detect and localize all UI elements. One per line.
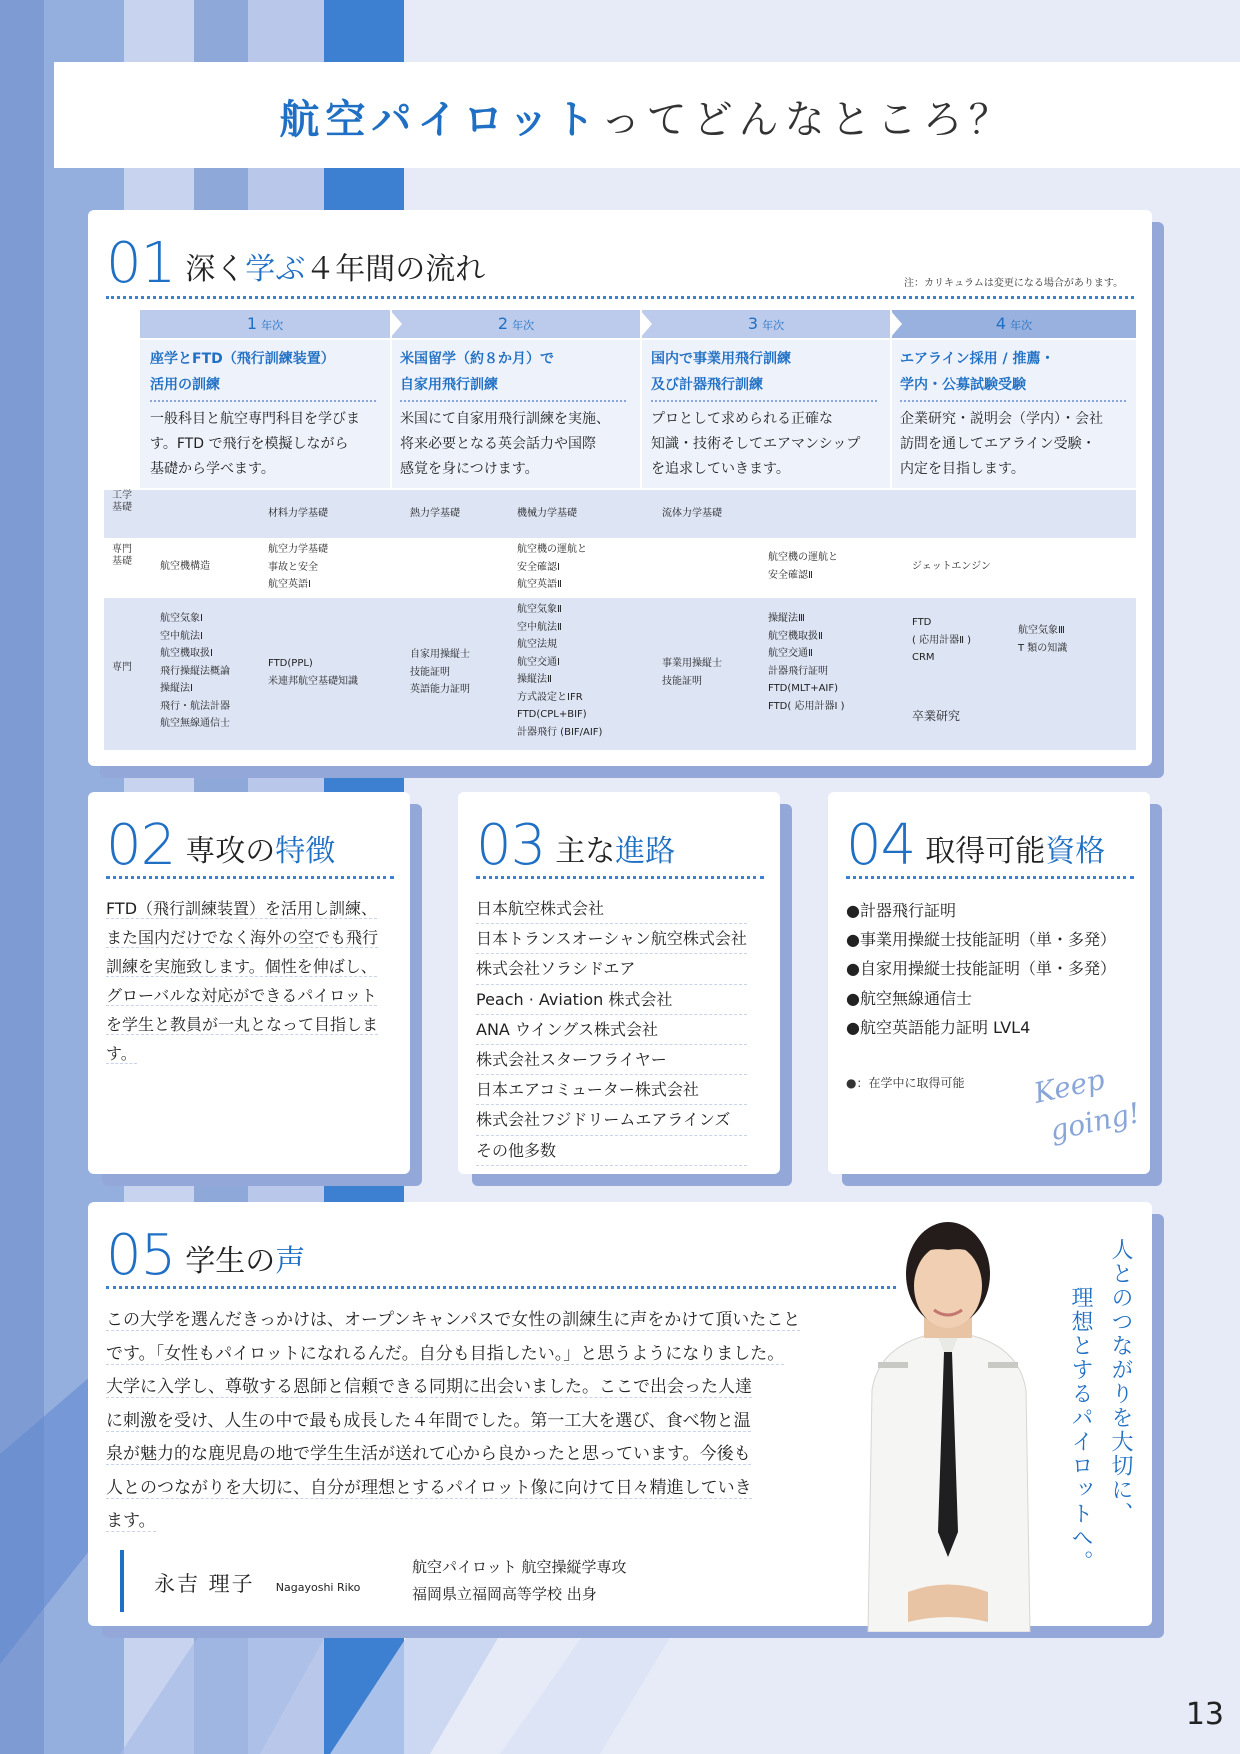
title-highlight: 学ぶ (245, 252, 306, 287)
dotted-divider (106, 1286, 896, 1289)
course-cell: 自家用操縦士 技能証明 英語能力証明 (410, 649, 470, 695)
title-accent: 航空パイロット (279, 97, 601, 143)
list-item: その他多数 (476, 1136, 747, 1166)
section-number: 04 (846, 813, 916, 878)
section-title: 取得可能資格 (925, 834, 1106, 869)
student-affiliation: 航空パイロット 航空操縦学専攻 福岡県立福岡高等学校 出身 (412, 1558, 627, 1603)
section-number: 01 (106, 231, 176, 296)
year-bar-2: 2 年次 (392, 310, 640, 338)
course-cell: 操縦法Ⅲ 航空機取扱Ⅱ 航空交通Ⅱ 計器飛行証明 FTD(MLT+AIF) FTD( 応用計器Ⅰ ) (768, 613, 845, 712)
list-item: 日本航空株式会社 (476, 894, 747, 924)
list-item: 株式会社フジドリームエアラインズ (476, 1105, 747, 1135)
title-part: ４年間の流れ (305, 252, 486, 287)
year-arrow (640, 310, 652, 338)
section-number: 03 (476, 813, 546, 878)
section-03-heading (476, 813, 676, 878)
list-item: ANA ウイングス株式会社 (476, 1015, 747, 1045)
list-item: ●航空英語能力証明 LVL4 (846, 1017, 1031, 1037)
course-cell: 機械力学基礎 (517, 508, 577, 519)
list-item: Peach · Aviation 株式会社 (476, 985, 747, 1015)
course-cell: 航空気象Ⅲ T 類の知識 (1018, 625, 1068, 654)
year-4-heading: エアライン採用 / 推薦・ 学内・公募試験受験 (900, 351, 1055, 393)
vertical-quote: 人とのつながりを大切に、 理想とするパイロットへ。 (1068, 1238, 1133, 1574)
page-title (54, 88, 1240, 145)
column-divider (651, 400, 877, 402)
title-rest: ってどんなところ？ (600, 97, 1015, 143)
year-2-heading: 米国留学（約８か月）で 自家用飛行訓練 (400, 351, 554, 393)
name-accent-bar (120, 1550, 124, 1612)
section-number: 05 (106, 1223, 176, 1288)
curriculum-note: 注：カリキュラムは変更になる場合があります。 (904, 278, 1124, 289)
course-cell: 航空気象Ⅱ 空中航法Ⅱ 航空法規 航空交通Ⅰ 操縦法Ⅱ 方式設定とIFR FTD(CPL+BIF) 計器飛行 (BIF/AIF) (517, 604, 603, 738)
course-cell: 事業用操縦士 技能証明 (662, 658, 722, 687)
course-cell: FTD ( 応用計器Ⅱ ) CRM (912, 617, 972, 663)
year-arrow (890, 310, 902, 338)
section-title (185, 244, 485, 288)
list-item: ●計器飛行証明 (846, 901, 956, 920)
course-cell: 航空機構造 (160, 561, 210, 572)
year-bar-4: 4 年次 (892, 310, 1136, 338)
page-header (54, 62, 1240, 168)
section-02-heading (106, 813, 336, 878)
course-cell: ジェットエンジン (912, 561, 991, 572)
list-item: 日本エアコミューター株式会社 (476, 1075, 747, 1105)
course-cell: 航空力学基礎 事故と安全 航空英語Ⅰ (268, 544, 328, 590)
list-item: ●事業用操縦士技能証明（単・多発） (846, 930, 1116, 950)
row-label: 専門基礎 (112, 544, 132, 567)
year-4-body: 企業研究・説明会（学内）・会社 訪問を通してエアライン受験・ 内定を目指します。 (900, 411, 1103, 477)
year-3-heading: 国内で事業用飛行訓練 及び計器飛行訓練 (651, 351, 791, 393)
section-04-heading (846, 813, 1106, 878)
list-item: 株式会社ソラシドエア (476, 954, 747, 984)
qualification-note: ●：在学中に取得可能 (846, 1076, 965, 1090)
column-divider (900, 400, 1126, 402)
year-3-body: プロとして求められる正確な 知識・技術そしてエアマンシップ を追求していきます。 (651, 411, 861, 477)
list-item: 日本トランスオーシャン航空株式会社 (476, 924, 747, 954)
year-arrow (390, 310, 402, 338)
qualification-list (846, 896, 1116, 1042)
list-item: ●航空無線通信士 (846, 988, 972, 1008)
dotted-divider (846, 876, 1134, 879)
year-2-body: 米国にて自家用飛行訓練を実施、 将来必要となる英会話力や国際 感覚を身につけます。 (400, 411, 610, 477)
student-name: 永吉 理子 Nagayoshi Riko (154, 1572, 361, 1596)
year-bar-1: 1 年次 (140, 310, 390, 338)
section-title: 専攻の特徴 (185, 834, 336, 869)
section-title: 主な進路 (555, 834, 676, 869)
section-05-heading (106, 1223, 306, 1288)
course-band-specialized (104, 598, 1136, 750)
list-item: ●自家用操縦士技能証明（単・多発） (846, 959, 1116, 979)
column-divider (150, 400, 376, 402)
year-bar-3: 3 年次 (642, 310, 890, 338)
row-label: 工学基礎 (112, 490, 132, 513)
list-item: 株式会社スターフライヤー (476, 1045, 747, 1075)
keep-going-script: Keep going! (1031, 1062, 1143, 1148)
student-photo (848, 1212, 1048, 1632)
section-01-heading (106, 231, 486, 296)
course-cell: 流体力学基礎 (662, 508, 722, 519)
section-number: 02 (106, 813, 176, 878)
course-cell: 航空機の運航と 安全確認Ⅰ 航空英語Ⅱ (517, 544, 587, 590)
year-1-body: 一般科目と航空専門科目を学びま す。FTD で飛行を模擬しながら 基礎から学べます。 (150, 411, 360, 477)
section-02-text: FTD（飛行訓練装置）を活用し訓練、 また国内だけでなく海外の空でも飛行 訓練を実施致します。個性を伸ばし、 グローバルな対応ができるパイロット を学生と教員が一丸となって目指しま す。 (106, 899, 379, 1063)
dotted-divider (106, 876, 394, 879)
course-cell: 熱力学基礎 (410, 508, 460, 519)
course-cell: FTD(PPL) 米連邦航空基礎知識 (268, 658, 358, 687)
page-number: 13 (1185, 1697, 1224, 1732)
course-band-engineering (104, 490, 1136, 538)
dotted-divider (476, 876, 764, 879)
course-cell: 航空気象Ⅰ 空中航法Ⅰ 航空機取扱Ⅰ 飛行操縦法概論 操縦法Ⅰ 飛行・航法計器 航空無線通信士 (160, 613, 230, 729)
dotted-divider (106, 296, 1134, 299)
title-part: 深く (185, 252, 246, 287)
course-cell: 航空機の運航と 安全確認Ⅱ (768, 552, 838, 581)
column-divider (400, 400, 626, 402)
course-cell: 材料力学基礎 (268, 508, 328, 519)
career-list (476, 894, 747, 1166)
section-title: 学生の声 (185, 1244, 306, 1279)
course-cell: 卒業研究 (912, 709, 961, 723)
year-1-heading: 座学とFTD（飛行訓練装置） 活用の訓練 (150, 351, 335, 393)
row-label: 専門 (112, 662, 132, 673)
student-voice-text: この大学を選んだきっかけは、オープンキャンパスで女性の訓練生に声をかけて頂いたこと です。「女性もパイロットになれるんだ。自分も目指したい。」と思うようになりました。 大学に入学し、尊敬する恩師と信頼できる同期に出会いました。ここで出会った人達 に刺激を受け、人生の中で最も成長した４年間でした。第一工大を選び、食べ物と温 泉が魅力的な鹿児島の地で学生生活が送れて心から良かったと思っています。今後も 人とのつながりを大切に、自分が理想とするパイロット像に向けて日々精進していき ます。 (106, 1310, 801, 1531)
